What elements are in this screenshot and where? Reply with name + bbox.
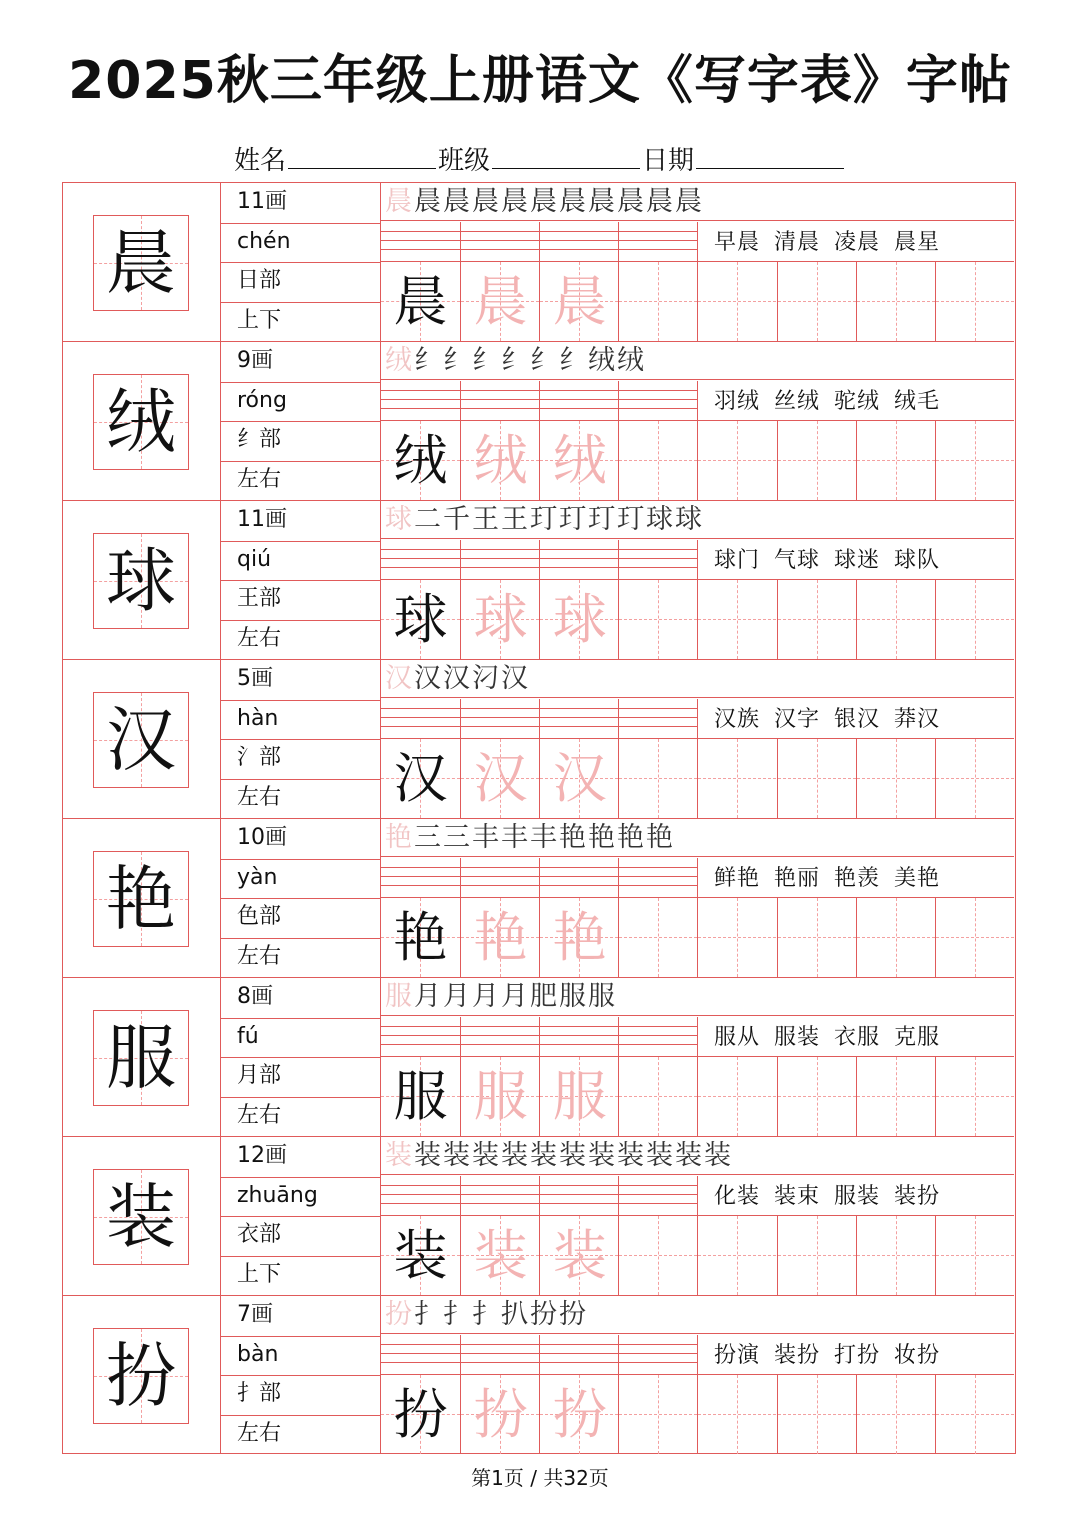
pinyin-divider (618, 1335, 619, 1374)
stroke-step: 晨 (501, 186, 530, 217)
char-row (63, 819, 1014, 978)
tian-grid-cell[interactable] (697, 580, 776, 659)
tian-grid-cell[interactable] (460, 1375, 539, 1454)
tian-grid-cell[interactable] (539, 262, 618, 341)
structure: 上下 (237, 307, 282, 333)
stroke-step: 服 (385, 981, 414, 1012)
tian-grid-cell[interactable] (935, 1216, 1014, 1295)
char-box (93, 374, 189, 470)
pinyin-grid[interactable] (381, 1335, 697, 1375)
big-char: 服 (106, 1017, 176, 1099)
tian-grid-cell[interactable] (618, 739, 697, 818)
practice-area (381, 1296, 1014, 1454)
tian-grid-cell[interactable] (777, 1375, 856, 1454)
stroke-count: 12画 (237, 1143, 287, 1168)
radical: 纟部 (237, 427, 282, 452)
char-row (63, 501, 1014, 660)
char-box (93, 1010, 189, 1106)
practice-area (381, 342, 1014, 500)
tian-grid-cell[interactable] (935, 898, 1014, 977)
stroke-step: 王 (501, 504, 530, 535)
trace-char: 服 (473, 1065, 528, 1128)
pinyin-divider (539, 858, 540, 897)
stroke-step: 玎 (559, 504, 588, 535)
tian-grid-cell[interactable] (856, 739, 935, 818)
stroke-step: 装 (675, 1140, 704, 1171)
stroke-order (381, 501, 1014, 539)
tian-grid-cell[interactable] (777, 262, 856, 341)
char-info-cell (221, 342, 381, 500)
name-blank[interactable] (288, 142, 436, 169)
pinyin: fú (237, 1023, 259, 1049)
practice-area (381, 660, 1014, 818)
pinyin-divider (539, 1017, 540, 1056)
radical: 衣部 (237, 1222, 282, 1247)
stroke-step: 月 (414, 981, 443, 1012)
pinyin-grid[interactable] (381, 858, 697, 898)
stroke-step: 扌 (472, 1299, 501, 1330)
stroke-step: 汉 (385, 663, 414, 694)
pinyin: zhuāng (237, 1182, 318, 1208)
stroke-step: 艳 (588, 822, 617, 853)
tian-grid-cell[interactable] (777, 1057, 856, 1136)
tian-grid-cell[interactable] (381, 421, 460, 500)
model-char: 扮 (393, 1383, 448, 1446)
stroke-step: 玎 (617, 504, 646, 535)
stroke-step: 晨 (559, 186, 588, 217)
radical: 色部 (237, 904, 282, 929)
stroke-step: 纟 (443, 345, 472, 376)
tian-grid-cell[interactable] (935, 1375, 1014, 1454)
stroke-step: 纟 (472, 345, 501, 376)
structure: 左右 (237, 466, 282, 492)
stroke-count: 8画 (237, 984, 273, 1009)
stroke-step: 千 (443, 504, 472, 535)
tian-grid-cell[interactable] (381, 262, 460, 341)
stroke-step: 扒 (501, 1299, 530, 1330)
char-box (93, 1328, 189, 1424)
tian-grid-cell[interactable] (856, 1375, 935, 1454)
big-char: 球 (106, 540, 176, 622)
stroke-step: 晨 (530, 186, 559, 217)
stroke-order (381, 183, 1014, 221)
tian-grid-cell[interactable] (381, 580, 460, 659)
practice-area (381, 501, 1014, 659)
trace-char: 装 (473, 1224, 528, 1287)
tian-grid-cell[interactable] (539, 421, 618, 500)
pinyin-divider (618, 699, 619, 738)
stroke-step: 晨 (414, 186, 443, 217)
stroke-step: 纟 (559, 345, 588, 376)
pinyin: qiú (237, 546, 272, 572)
structure: 左右 (237, 943, 282, 969)
tian-grid-cell[interactable] (460, 262, 539, 341)
stroke-step: 二 (414, 504, 443, 535)
char-info-cell (221, 819, 381, 977)
tian-grid-cell[interactable] (618, 1057, 697, 1136)
tian-grid-cell[interactable] (777, 421, 856, 500)
stroke-count: 7画 (237, 1302, 273, 1327)
date-blank[interactable] (696, 142, 844, 169)
tian-grid-cell[interactable] (618, 262, 697, 341)
pinyin-divider (539, 540, 540, 579)
tian-grid-cell[interactable] (856, 898, 935, 977)
char-display-cell (63, 183, 221, 341)
pinyin-divider (460, 1335, 461, 1374)
tian-grid-cell[interactable] (381, 898, 460, 977)
stroke-step: 球 (385, 504, 414, 535)
char-display-cell (63, 1137, 221, 1295)
tian-grid-cell[interactable] (381, 1057, 460, 1136)
tian-grid-cell[interactable] (777, 1216, 856, 1295)
tian-grid-cell[interactable] (539, 1057, 618, 1136)
tian-grid-cell[interactable] (618, 421, 697, 500)
pinyin: chén (237, 228, 291, 254)
word-list: 鲜艳 艳丽 艳羡 美艳 (697, 858, 1014, 898)
char-info-cell (221, 501, 381, 659)
class-blank[interactable] (492, 142, 640, 169)
char-box (93, 1169, 189, 1265)
trace-char: 晨 (552, 270, 607, 333)
model-char: 晨 (393, 270, 448, 333)
model-char: 绒 (393, 429, 448, 492)
class-label: 班级 (437, 146, 490, 176)
stroke-step: 丰 (530, 822, 559, 853)
stroke-step: 晨 (617, 186, 646, 217)
tian-grid-cell[interactable] (856, 580, 935, 659)
stroke-step: 汉 (414, 663, 443, 694)
stroke-count: 11画 (237, 189, 287, 214)
stroke-step: 服 (559, 981, 588, 1012)
pinyin-divider (460, 1176, 461, 1215)
tian-grid-cell[interactable] (460, 739, 539, 818)
char-info-cell (221, 978, 381, 1136)
tian-grid-cell[interactable] (460, 1057, 539, 1136)
model-char: 球 (393, 588, 448, 651)
char-row (63, 342, 1014, 501)
structure: 左右 (237, 784, 282, 810)
char-info-cell (221, 660, 381, 818)
practice-area (381, 978, 1014, 1136)
trace-char: 球 (473, 588, 528, 651)
stroke-order (381, 660, 1014, 698)
stroke-step: 晨 (588, 186, 617, 217)
tian-grid-cell[interactable] (935, 421, 1014, 500)
stroke-count: 10画 (237, 825, 287, 850)
stroke-step: 装 (617, 1140, 646, 1171)
structure: 上下 (237, 1261, 282, 1287)
trace-char: 服 (552, 1065, 607, 1128)
trace-char: 汉 (473, 747, 528, 810)
stroke-order (381, 978, 1014, 1016)
trace-char: 汉 (552, 747, 607, 810)
tian-grid-cell[interactable] (697, 739, 776, 818)
pinyin-divider (460, 381, 461, 420)
pinyin-divider (539, 1335, 540, 1374)
big-char: 装 (106, 1176, 176, 1258)
structure: 左右 (237, 625, 282, 651)
tian-grid-cell[interactable] (460, 1216, 539, 1295)
stroke-order (381, 1296, 1014, 1334)
pinyin-divider (539, 222, 540, 261)
stroke-count: 9画 (237, 348, 273, 373)
name-label: 姓名 (233, 146, 286, 176)
tian-grid-cell[interactable] (539, 739, 618, 818)
big-char: 艳 (106, 858, 176, 940)
stroke-count: 11画 (237, 507, 287, 532)
stroke-step: 玎 (530, 504, 559, 535)
radical: 氵部 (237, 745, 282, 770)
char-display-cell (63, 819, 221, 977)
char-info-cell (221, 1296, 381, 1454)
char-display-cell (63, 501, 221, 659)
stroke-step: 晨 (385, 186, 414, 217)
structure: 左右 (237, 1102, 282, 1128)
tian-grid-cell[interactable] (618, 1216, 697, 1295)
practice-area (381, 183, 1014, 341)
stroke-step: 纟 (501, 345, 530, 376)
stroke-step: 三 (443, 822, 472, 853)
tian-grid-cell[interactable] (618, 580, 697, 659)
trace-char: 艳 (552, 906, 607, 969)
tian-grid-cell[interactable] (539, 1216, 618, 1295)
stroke-step: 装 (385, 1140, 414, 1171)
tian-grid-cell[interactable] (697, 262, 776, 341)
stroke-step: 晨 (646, 186, 675, 217)
tian-grid-cell[interactable] (935, 1057, 1014, 1136)
stroke-step: 月 (443, 981, 472, 1012)
pinyin-divider (618, 222, 619, 261)
big-char: 汉 (106, 699, 176, 781)
tian-grid-cell[interactable] (856, 421, 935, 500)
structure: 左右 (237, 1420, 282, 1446)
tian-grid-cell[interactable] (460, 580, 539, 659)
pinyin-divider (460, 1017, 461, 1056)
trace-char: 扮 (473, 1383, 528, 1446)
char-row (63, 660, 1014, 819)
stroke-step: 球 (646, 504, 675, 535)
tian-grid-cell[interactable] (777, 739, 856, 818)
stroke-step: 艳 (617, 822, 646, 853)
tian-grid-cell[interactable] (697, 1057, 776, 1136)
stroke-step: 装 (646, 1140, 675, 1171)
trace-char: 绒 (473, 429, 528, 492)
stroke-step: 纟 (530, 345, 559, 376)
trace-char: 绒 (552, 429, 607, 492)
stroke-step: 汉 (443, 663, 472, 694)
stroke-step: 装 (530, 1140, 559, 1171)
stroke-step: 王 (472, 504, 501, 535)
pinyin-divider (460, 858, 461, 897)
pinyin-grid[interactable] (381, 540, 697, 580)
pinyin-divider (539, 381, 540, 420)
stroke-step: 丰 (501, 822, 530, 853)
char-row (63, 1296, 1014, 1455)
stroke-step: 月 (472, 981, 501, 1012)
stroke-step: 肥 (530, 981, 559, 1012)
stroke-step: 三 (414, 822, 443, 853)
stroke-step: 玎 (588, 504, 617, 535)
char-display-cell (63, 660, 221, 818)
pinyin-grid[interactable] (381, 699, 697, 739)
stroke-step: 装 (559, 1140, 588, 1171)
tian-grid-cell[interactable] (460, 898, 539, 977)
pinyin-divider (460, 222, 461, 261)
stroke-step: 装 (443, 1140, 472, 1171)
trace-char: 艳 (473, 906, 528, 969)
tian-grid-cell[interactable] (539, 580, 618, 659)
stroke-step: 汉 (501, 663, 530, 694)
stroke-count: 5画 (237, 666, 273, 691)
pinyin-divider (460, 699, 461, 738)
pinyin-divider (618, 540, 619, 579)
tian-grid-cell[interactable] (697, 1375, 776, 1454)
tian-grid-cell[interactable] (460, 421, 539, 500)
trace-char: 球 (552, 588, 607, 651)
stroke-step: 艳 (559, 822, 588, 853)
stroke-step: 扌 (443, 1299, 472, 1330)
tian-grid-cell[interactable] (935, 739, 1014, 818)
pinyin: bàn (237, 1341, 279, 1367)
model-char: 服 (393, 1065, 448, 1128)
radical: 王部 (237, 586, 282, 611)
big-char: 晨 (106, 222, 176, 304)
tian-grid-cell[interactable] (935, 580, 1014, 659)
pinyin-divider (460, 540, 461, 579)
stroke-step: 装 (588, 1140, 617, 1171)
word-list: 汉族 汉字 银汉 莽汉 (697, 699, 1014, 739)
stroke-step: 绒 (588, 345, 617, 376)
stroke-step: 汈 (472, 663, 501, 694)
stroke-step: 装 (472, 1140, 501, 1171)
stroke-step: 丰 (472, 822, 501, 853)
word-list: 球门 气球 球迷 球队 (697, 540, 1014, 580)
tian-grid-cell[interactable] (697, 1216, 776, 1295)
big-char: 绒 (106, 381, 176, 463)
char-row (63, 978, 1014, 1137)
stroke-step: 艳 (646, 822, 675, 853)
pinyin-grid[interactable] (381, 381, 697, 421)
trace-char: 扮 (552, 1383, 607, 1446)
tian-grid-cell[interactable] (777, 580, 856, 659)
tian-grid-cell[interactable] (381, 1216, 460, 1295)
tian-grid-cell[interactable] (697, 421, 776, 500)
char-box (93, 533, 189, 629)
word-list: 扮演 装扮 打扮 妆扮 (697, 1335, 1014, 1375)
char-box (93, 692, 189, 788)
stroke-step: 绒 (617, 345, 646, 376)
tian-grid-cell[interactable] (381, 1375, 460, 1454)
stroke-step: 服 (588, 981, 617, 1012)
stroke-step: 晨 (472, 186, 501, 217)
word-list: 服从 服装 衣服 克服 (697, 1017, 1014, 1057)
pinyin-divider (618, 1017, 619, 1056)
pinyin-divider (618, 858, 619, 897)
pinyin: róng (237, 387, 287, 413)
char-info-cell (221, 1137, 381, 1295)
model-char: 艳 (393, 906, 448, 969)
model-char: 汉 (393, 747, 448, 810)
stroke-step: 晨 (443, 186, 472, 217)
stroke-step: 扮 (385, 1299, 414, 1330)
stroke-step: 绒 (385, 345, 414, 376)
tian-grid-cell[interactable] (539, 1375, 618, 1454)
tian-grid-cell[interactable] (539, 898, 618, 977)
stroke-step: 扮 (559, 1299, 588, 1330)
stroke-step: 球 (675, 504, 704, 535)
word-list: 化装 装束 服装 装扮 (697, 1176, 1014, 1216)
tian-grid-cell[interactable] (697, 898, 776, 977)
stroke-step: 艳 (385, 822, 414, 853)
char-box (93, 215, 189, 311)
char-box (93, 851, 189, 947)
trace-char: 晨 (473, 270, 528, 333)
practice-sheet (62, 182, 1016, 1454)
char-info-cell (221, 183, 381, 341)
char-display-cell (63, 1296, 221, 1454)
word-list: 羽绒 丝绒 驼绒 绒毛 (697, 381, 1014, 421)
char-row (63, 183, 1014, 342)
trace-char: 装 (552, 1224, 607, 1287)
pinyin-divider (618, 381, 619, 420)
char-display-cell (63, 342, 221, 500)
stroke-step: 装 (414, 1140, 443, 1171)
char-row (63, 1137, 1014, 1296)
stroke-order (381, 1137, 1014, 1175)
model-char: 装 (393, 1224, 448, 1287)
tian-grid-cell[interactable] (618, 898, 697, 977)
tian-grid-cell[interactable] (856, 1216, 935, 1295)
char-display-cell (63, 978, 221, 1136)
tian-grid-cell[interactable] (777, 898, 856, 977)
stroke-step: 装 (704, 1140, 733, 1171)
pinyin-divider (539, 1176, 540, 1215)
stroke-step: 扌 (414, 1299, 443, 1330)
stroke-step: 装 (501, 1140, 530, 1171)
tian-grid-cell[interactable] (856, 262, 935, 341)
stroke-step: 扮 (530, 1299, 559, 1330)
pinyin-grid[interactable] (381, 1017, 697, 1057)
pinyin: yàn (237, 864, 278, 890)
radical: 日部 (237, 268, 282, 293)
radical: 月部 (237, 1063, 282, 1088)
pinyin-divider (618, 1176, 619, 1215)
pinyin-divider (539, 699, 540, 738)
big-char: 扮 (106, 1335, 176, 1417)
practice-area (381, 1137, 1014, 1295)
stroke-step: 月 (501, 981, 530, 1012)
page-footer: 第1页 / 共32页 (471, 1466, 609, 1490)
pinyin-grid[interactable] (381, 222, 697, 262)
date-label: 日期 (642, 146, 695, 176)
stroke-order (381, 819, 1014, 857)
word-list: 早晨 清晨 凌晨 晨星 (697, 222, 1014, 262)
stroke-step: 晨 (675, 186, 704, 217)
tian-grid-cell[interactable] (856, 1057, 935, 1136)
pinyin-grid[interactable] (381, 1176, 697, 1216)
stroke-step: 纟 (414, 345, 443, 376)
practice-area (381, 819, 1014, 977)
radical: 扌部 (237, 1381, 282, 1406)
info-line (0, 140, 1080, 177)
stroke-order (381, 342, 1014, 380)
tian-grid-cell[interactable] (381, 739, 460, 818)
tian-grid-cell[interactable] (618, 1375, 697, 1454)
page-title: 2025秋三年级上册语文《写字表》字帖 (68, 51, 1012, 111)
pinyin: hàn (237, 705, 279, 731)
tian-grid-cell[interactable] (935, 262, 1014, 341)
